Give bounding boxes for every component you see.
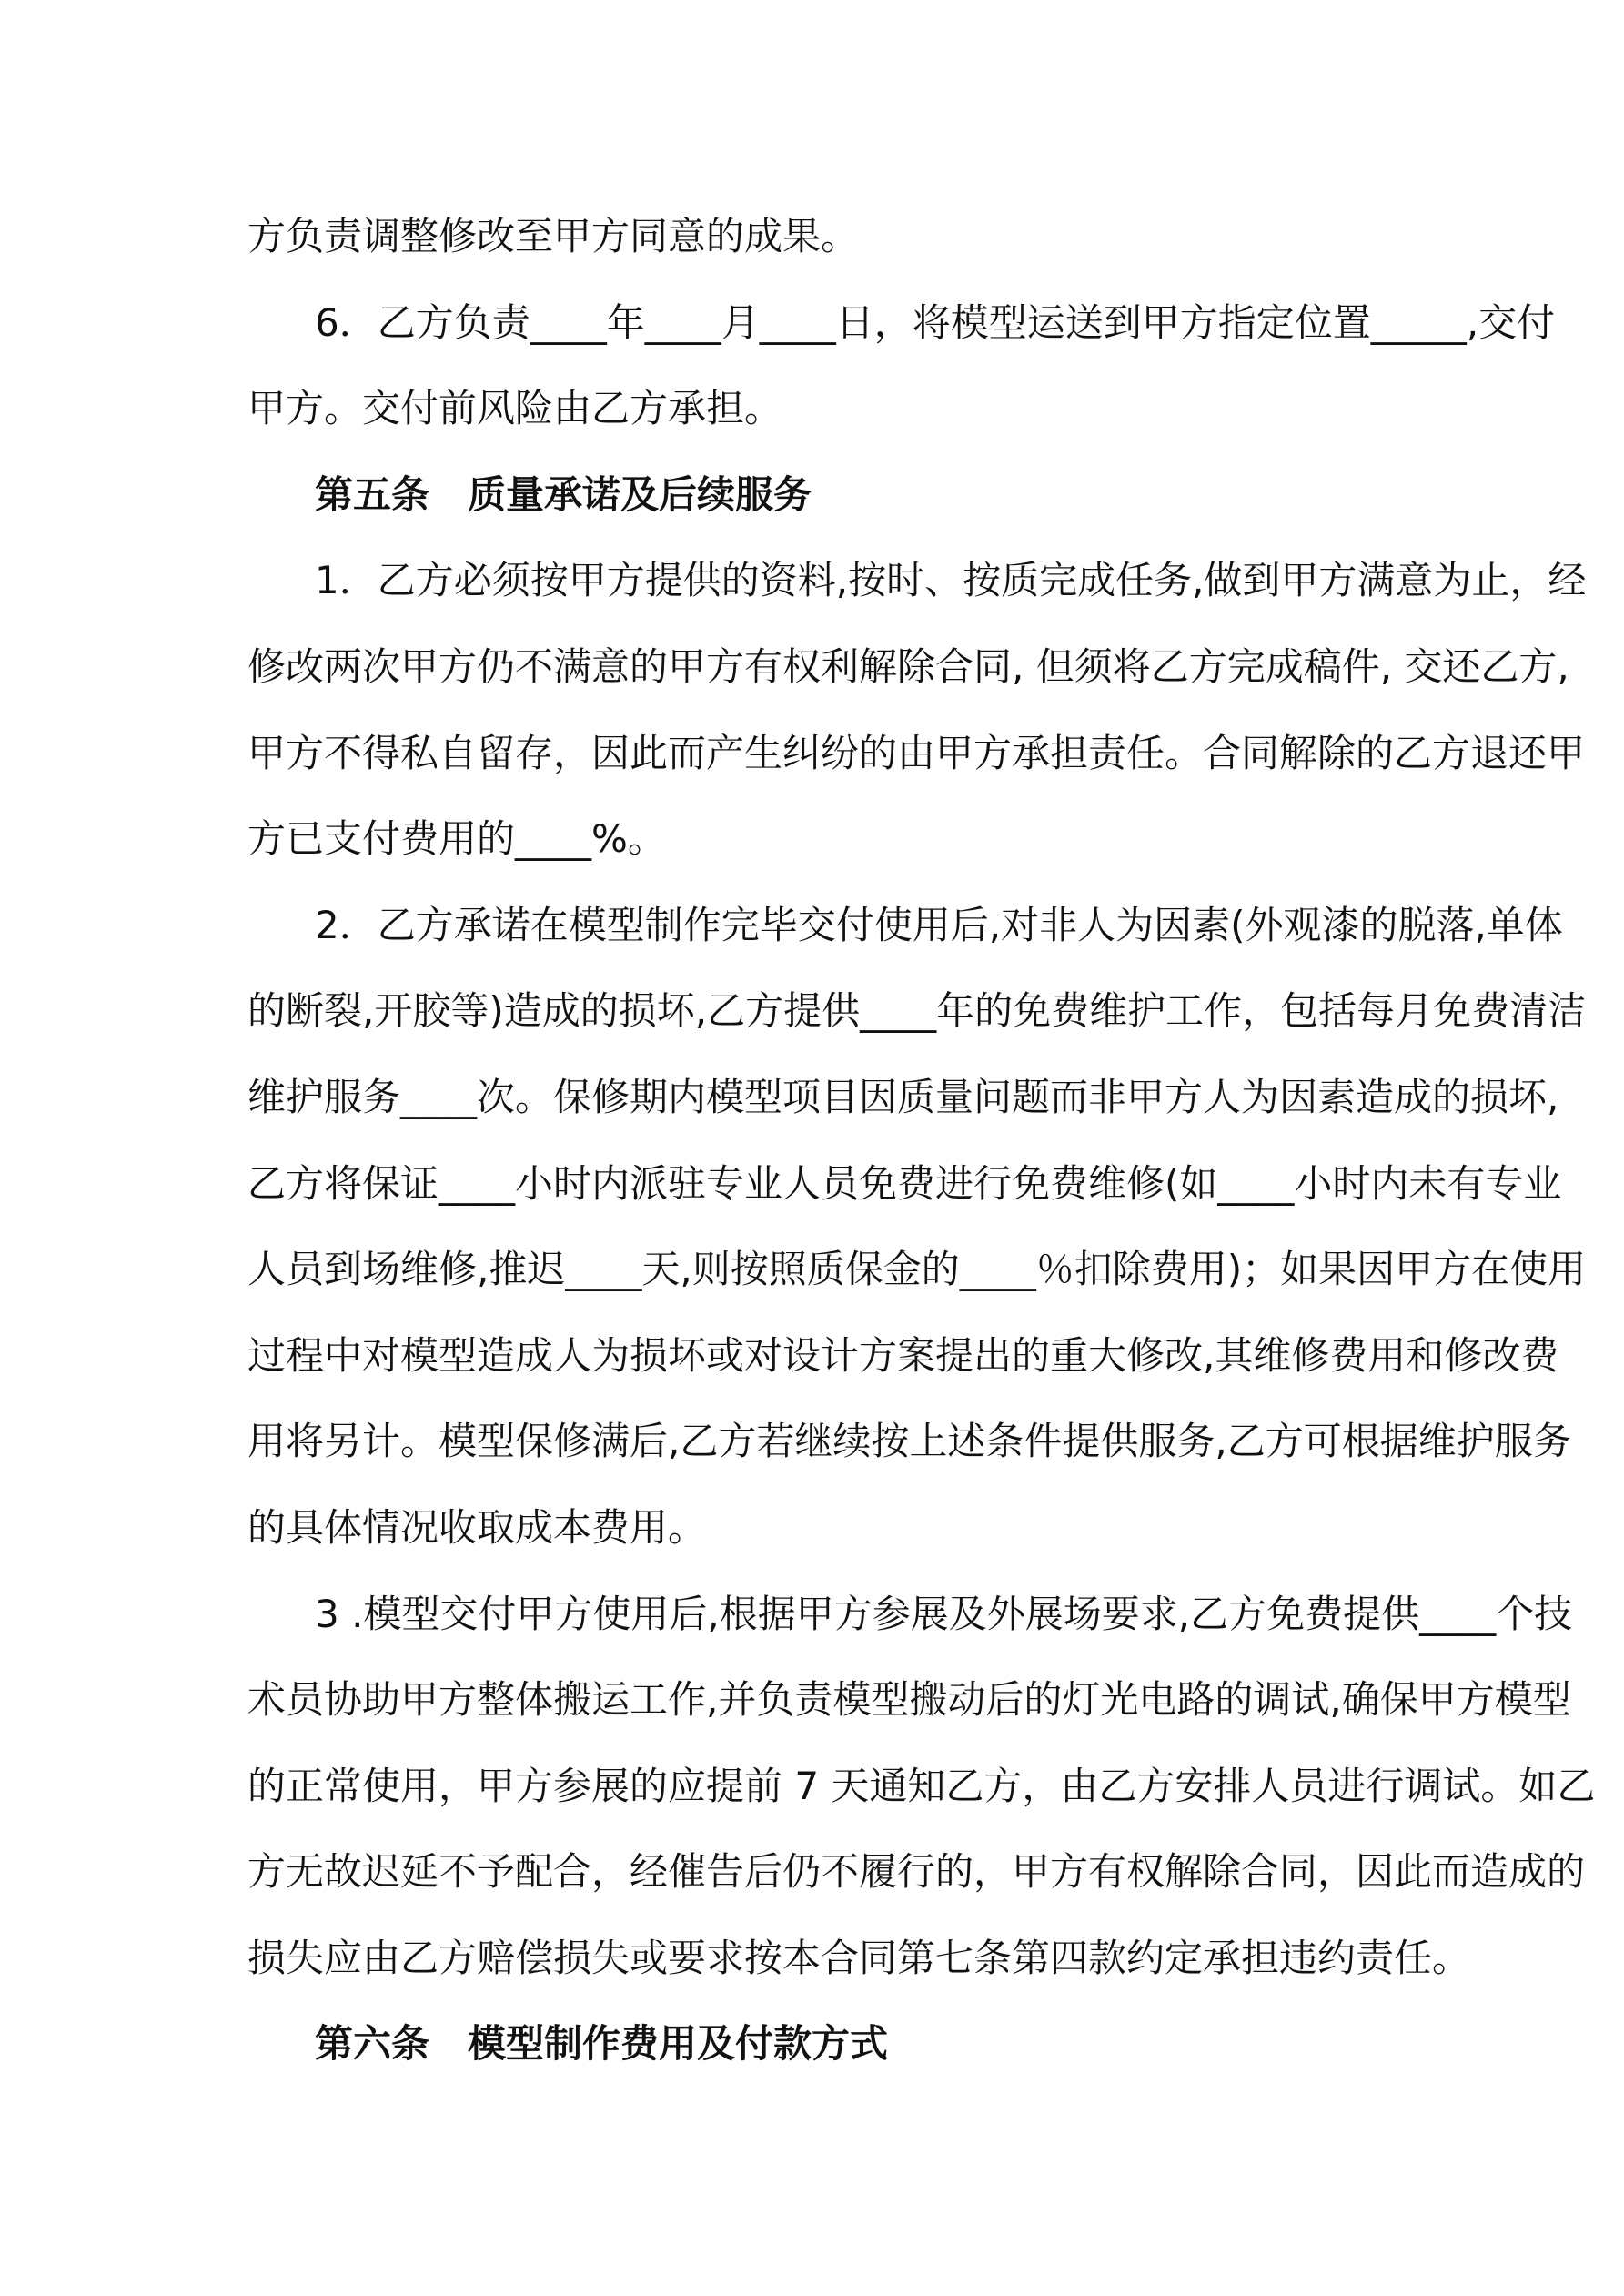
document-body — [247, 194, 1596, 2088]
paragraph — [247, 538, 1587, 882]
text-line: 的正常使用，甲方参展的应提前 7 天通知乙方，由乙方安排人员进行调试。如乙 — [247, 1763, 1596, 1808]
text-line: 甲方不得私自留存，因此而产生纠纷的由甲方承担责任。合同解除的乙方退还甲 — [247, 730, 1586, 775]
paragraph — [247, 883, 1587, 1572]
section-heading — [247, 452, 1387, 539]
text-line: 损失应由乙方赔偿损失或要求按本合同第七条第四款约定承担违约责任。 — [247, 1935, 1471, 1980]
text-line: 术员协助甲方整体搬运工作,并负责模型搬动后的灯光电路的调试,确保甲方模型 — [247, 1677, 1571, 1723]
text-line: 用将另计。模型保修满后,乙方若继续按上述条件提供服务,乙方可根据维护服务 — [247, 1419, 1571, 1464]
text-line: 6．乙方负责____年____月____日，将模型运送到甲方指定位置_____,交付 — [315, 299, 1556, 345]
text-line: 的具体情况收取成本费用。 — [247, 1504, 707, 1550]
text-line: 维护服务____次。保修期内模型项目因质量问题而非甲方人为因素造成的损坏, — [247, 1074, 1559, 1119]
paragraph — [247, 194, 1387, 280]
text-line: 乙方将保证____小时内派驻专业人员免费进行免费维修(如____小时内未有专业 — [247, 1160, 1562, 1206]
text-line: 3 .模型交付甲方使用后,根据甲方参展及外展场要求,乙方免费提供____个技 — [315, 1591, 1573, 1636]
paragraph — [247, 280, 1556, 452]
text-line: 第五条 质量承诺及后续服务 — [315, 471, 812, 517]
text-line: 方负责调整修改至甲方同意的成果。 — [247, 214, 860, 258]
text-line: 修改两次甲方仍不满意的甲方有权利解除合同, 但须将乙方完成稿件, 交还乙方, — [247, 643, 1569, 689]
text-line: 方无故迟延不予配合，经催告后仍不履行的，甲方有权解除合同，因此而造成的 — [247, 1849, 1586, 1895]
text-line: 的断裂,开胶等)造成的损坏,乙方提供____年的免费维护工作，包括每月免费清洁 — [247, 988, 1587, 1034]
text-line: 第六条 模型制作费用及付款方式 — [315, 2021, 889, 2067]
paragraph — [247, 1572, 1596, 2002]
text-line: 过程中对模型造成人为损坏或对设计方案提出的重大修改,其维修费用和修改费 — [247, 1332, 1559, 1378]
text-line: 1．乙方必须按甲方提供的资料,按时、按质完成任务,做到甲方满意为止，经 — [315, 558, 1587, 603]
text-line: 甲方。交付前风险由乙方承担。 — [247, 386, 783, 431]
text-line: 人员到场维修,推迟____天,则按照质保金的____％扣除费用)；如果因甲方在使用 — [247, 1247, 1587, 1292]
text-line: 方已支付费用的____%。 — [247, 816, 666, 862]
text-line: 2．乙方承诺在模型制作完毕交付使用后,对非人为因素(外观漆的脱落,单体 — [315, 902, 1563, 947]
section-heading — [247, 2001, 1387, 2088]
